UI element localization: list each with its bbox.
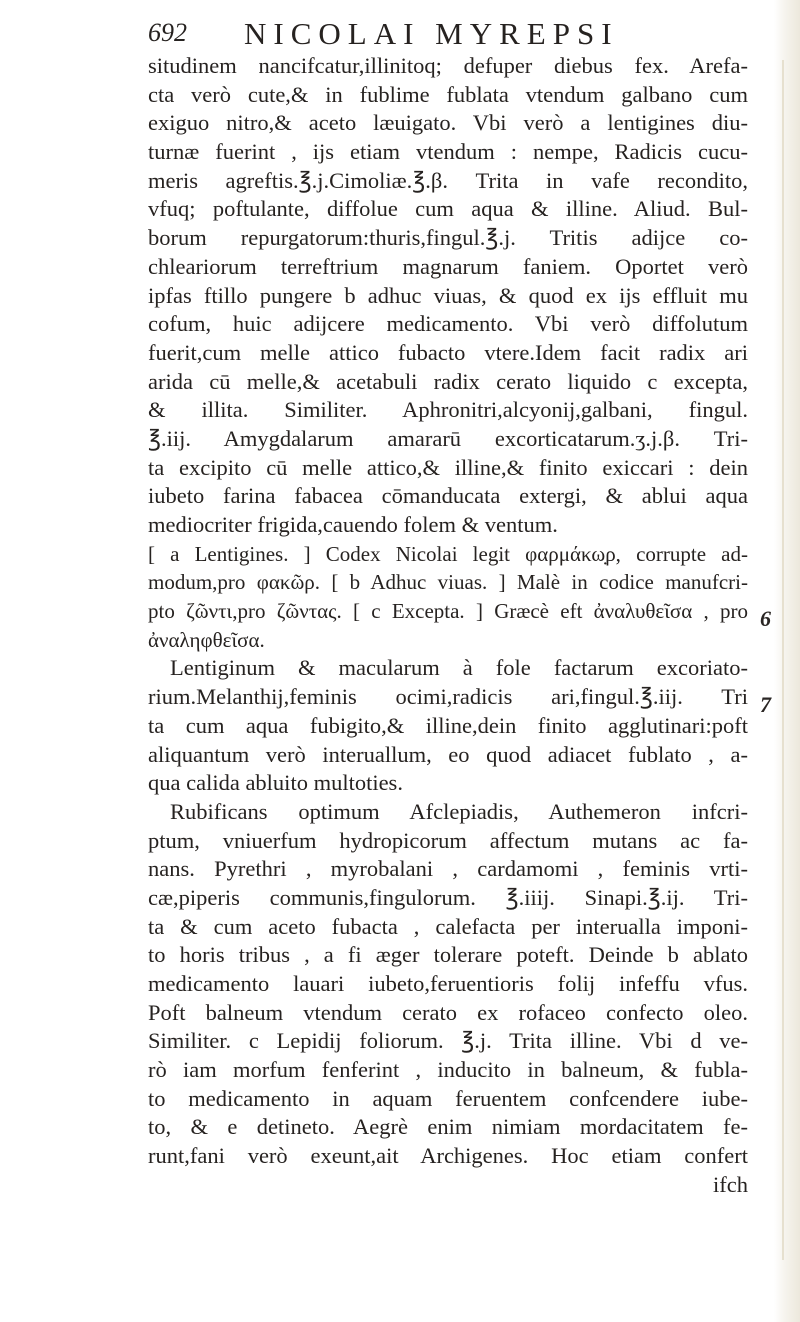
text-line: medicamento lauari iubeto,feruentioris folij infeffu vfus.: [148, 971, 748, 996]
text-line: Poft balneum vtendum cerato ex rofaceo confecto oleo.: [148, 999, 748, 1025]
text-line: cæ,piperis communis,fingulorum. ℥.iiij. Sinapi.℥.ij. Tri-: [148, 884, 748, 910]
text-line: to medicamento in aquam feruentem confcendere iube-: [148, 1085, 748, 1111]
margin-number-6: 6: [760, 606, 771, 631]
text-line: rò iam morfum fenferint , inducito in balneum, & fubla-: [148, 1057, 748, 1083]
text-line: ta excipito cū melle attico,& illine,& finito exiccari : dein: [148, 454, 748, 480]
catchword: ifch: [713, 1171, 748, 1197]
text-line: cta verò cute,& in fublime fublata vtendum galbano cum: [148, 81, 748, 107]
text-line: cofum, huic adijcere medicamento. Vbi verò diffolutum: [148, 311, 748, 337]
text-line: runt,fani verò exeunt,ait Archigenes. Hoc etiam confert: [148, 1143, 748, 1169]
page-number: 692: [148, 18, 187, 47]
annotation-line: ἀναληφθεῖσα.: [148, 627, 265, 652]
page-gutter: [774, 0, 800, 1322]
text-line: & illita. Similiter. Aphronitri,alcyonij,galbani, fingul.: [148, 397, 748, 423]
text-line: exiguo nitro,& aceto læuigato. Vbi verò a lentigines diu-: [148, 110, 748, 136]
page-header: [148, 14, 778, 54]
text-line: ipfas ftillo pungere b adhuc viuas, & quod ex ijs effluit mu: [148, 282, 748, 308]
text-line: ptum, vniuerfum hydropicorum affectum mutans ac fa-: [148, 827, 748, 853]
text-line: chleariorum terreftrium magnarum faniem. Oportet verò: [148, 253, 748, 279]
text-line: ta & cum aceto fubacta , calefacta per interualla imponi-: [148, 913, 748, 939]
text-line: mediocriter frigida,cauendo folem & ventum.: [148, 512, 558, 537]
margin-number-7: 7: [760, 692, 771, 717]
annotation-line: pto ζῶντι,pro ζῶντας. [ c Excepta. ] Græcè eft ἀναλυθεῖσα , pro: [148, 599, 748, 624]
text-line: aliquantum verò interuallum, eo quod adiacet fublato , a-: [148, 741, 748, 767]
text-line: Lentiginum & macularum à fole factarum excoriato-: [170, 655, 748, 681]
text-line: situdinem nancifcatur,illinitoq; defuper diebus fex. Arefa-: [148, 53, 748, 78]
text-line: fuerit,cum melle attico fubacto vtere.Idem facit radix ari: [148, 339, 748, 365]
text-line: to, & e detineto. Aegrè enim nimiam mordacitatem fe-: [148, 1114, 748, 1140]
page-edge-shadow: [782, 60, 784, 1260]
text-line: Rubificans optimum Afclepiadis, Authemeron infcri-: [170, 798, 748, 824]
text-line: borum repurgatorum:thuris,fingul.℥.j. Tritis adijce co-: [148, 225, 748, 251]
running-title: NICOLAI MYREPSI: [244, 16, 619, 51]
text-line: meris agreftis.℥.j.Cimoliæ.℥.β. Trita in vafe recondito,: [148, 167, 748, 193]
text-line: vfuq; poftulante, diffolue cum aqua & illine. Aliud. Bul-: [148, 196, 748, 222]
text-line: Similiter. c Lepidij foliorum. ℥.j. Trita illine. Vbi d ve-: [148, 1028, 748, 1054]
text-line: arida cū melle,& acetabuli radix cerato liquido c excepta,: [148, 368, 748, 394]
text-line: ta cum aqua fubigito,& illine,dein finito agglutinari:poft: [148, 712, 748, 738]
text-line: ℥.iij. Amygdalarum amararū excorticatarum.ʒ.j.β. Tri-: [148, 425, 748, 451]
text-line: qua calida abluito multoties.: [148, 770, 403, 796]
text-line: iubeto farina fabacea cōmanducata extergi, & ablui aqua: [148, 483, 748, 509]
body-text: [148, 52, 748, 1200]
text-line: rium.Melanthij,feminis ocimi,radicis ari,fingul.℥.iij. Tri: [148, 684, 748, 710]
annotation-line: [ a Lentigines. ] Codex Nicolai legit φαρμάκω̣ρ, corrupte ad-: [148, 541, 748, 566]
text-line: nans. Pyrethri , myrobalani , cardamomi , feminis vrti-: [148, 856, 748, 882]
annotation-line: modum,pro φακῶρ. [ b Adhuc viuas. ] Malè in codice manufcri-: [148, 570, 748, 595]
text-line: turnæ fuerint , ijs etiam vtendum : nempe, Radicis cucu-: [148, 139, 748, 165]
text-line: to horis tribus , a fi æger tolerare poteft. Deinde b ablato: [148, 942, 748, 968]
